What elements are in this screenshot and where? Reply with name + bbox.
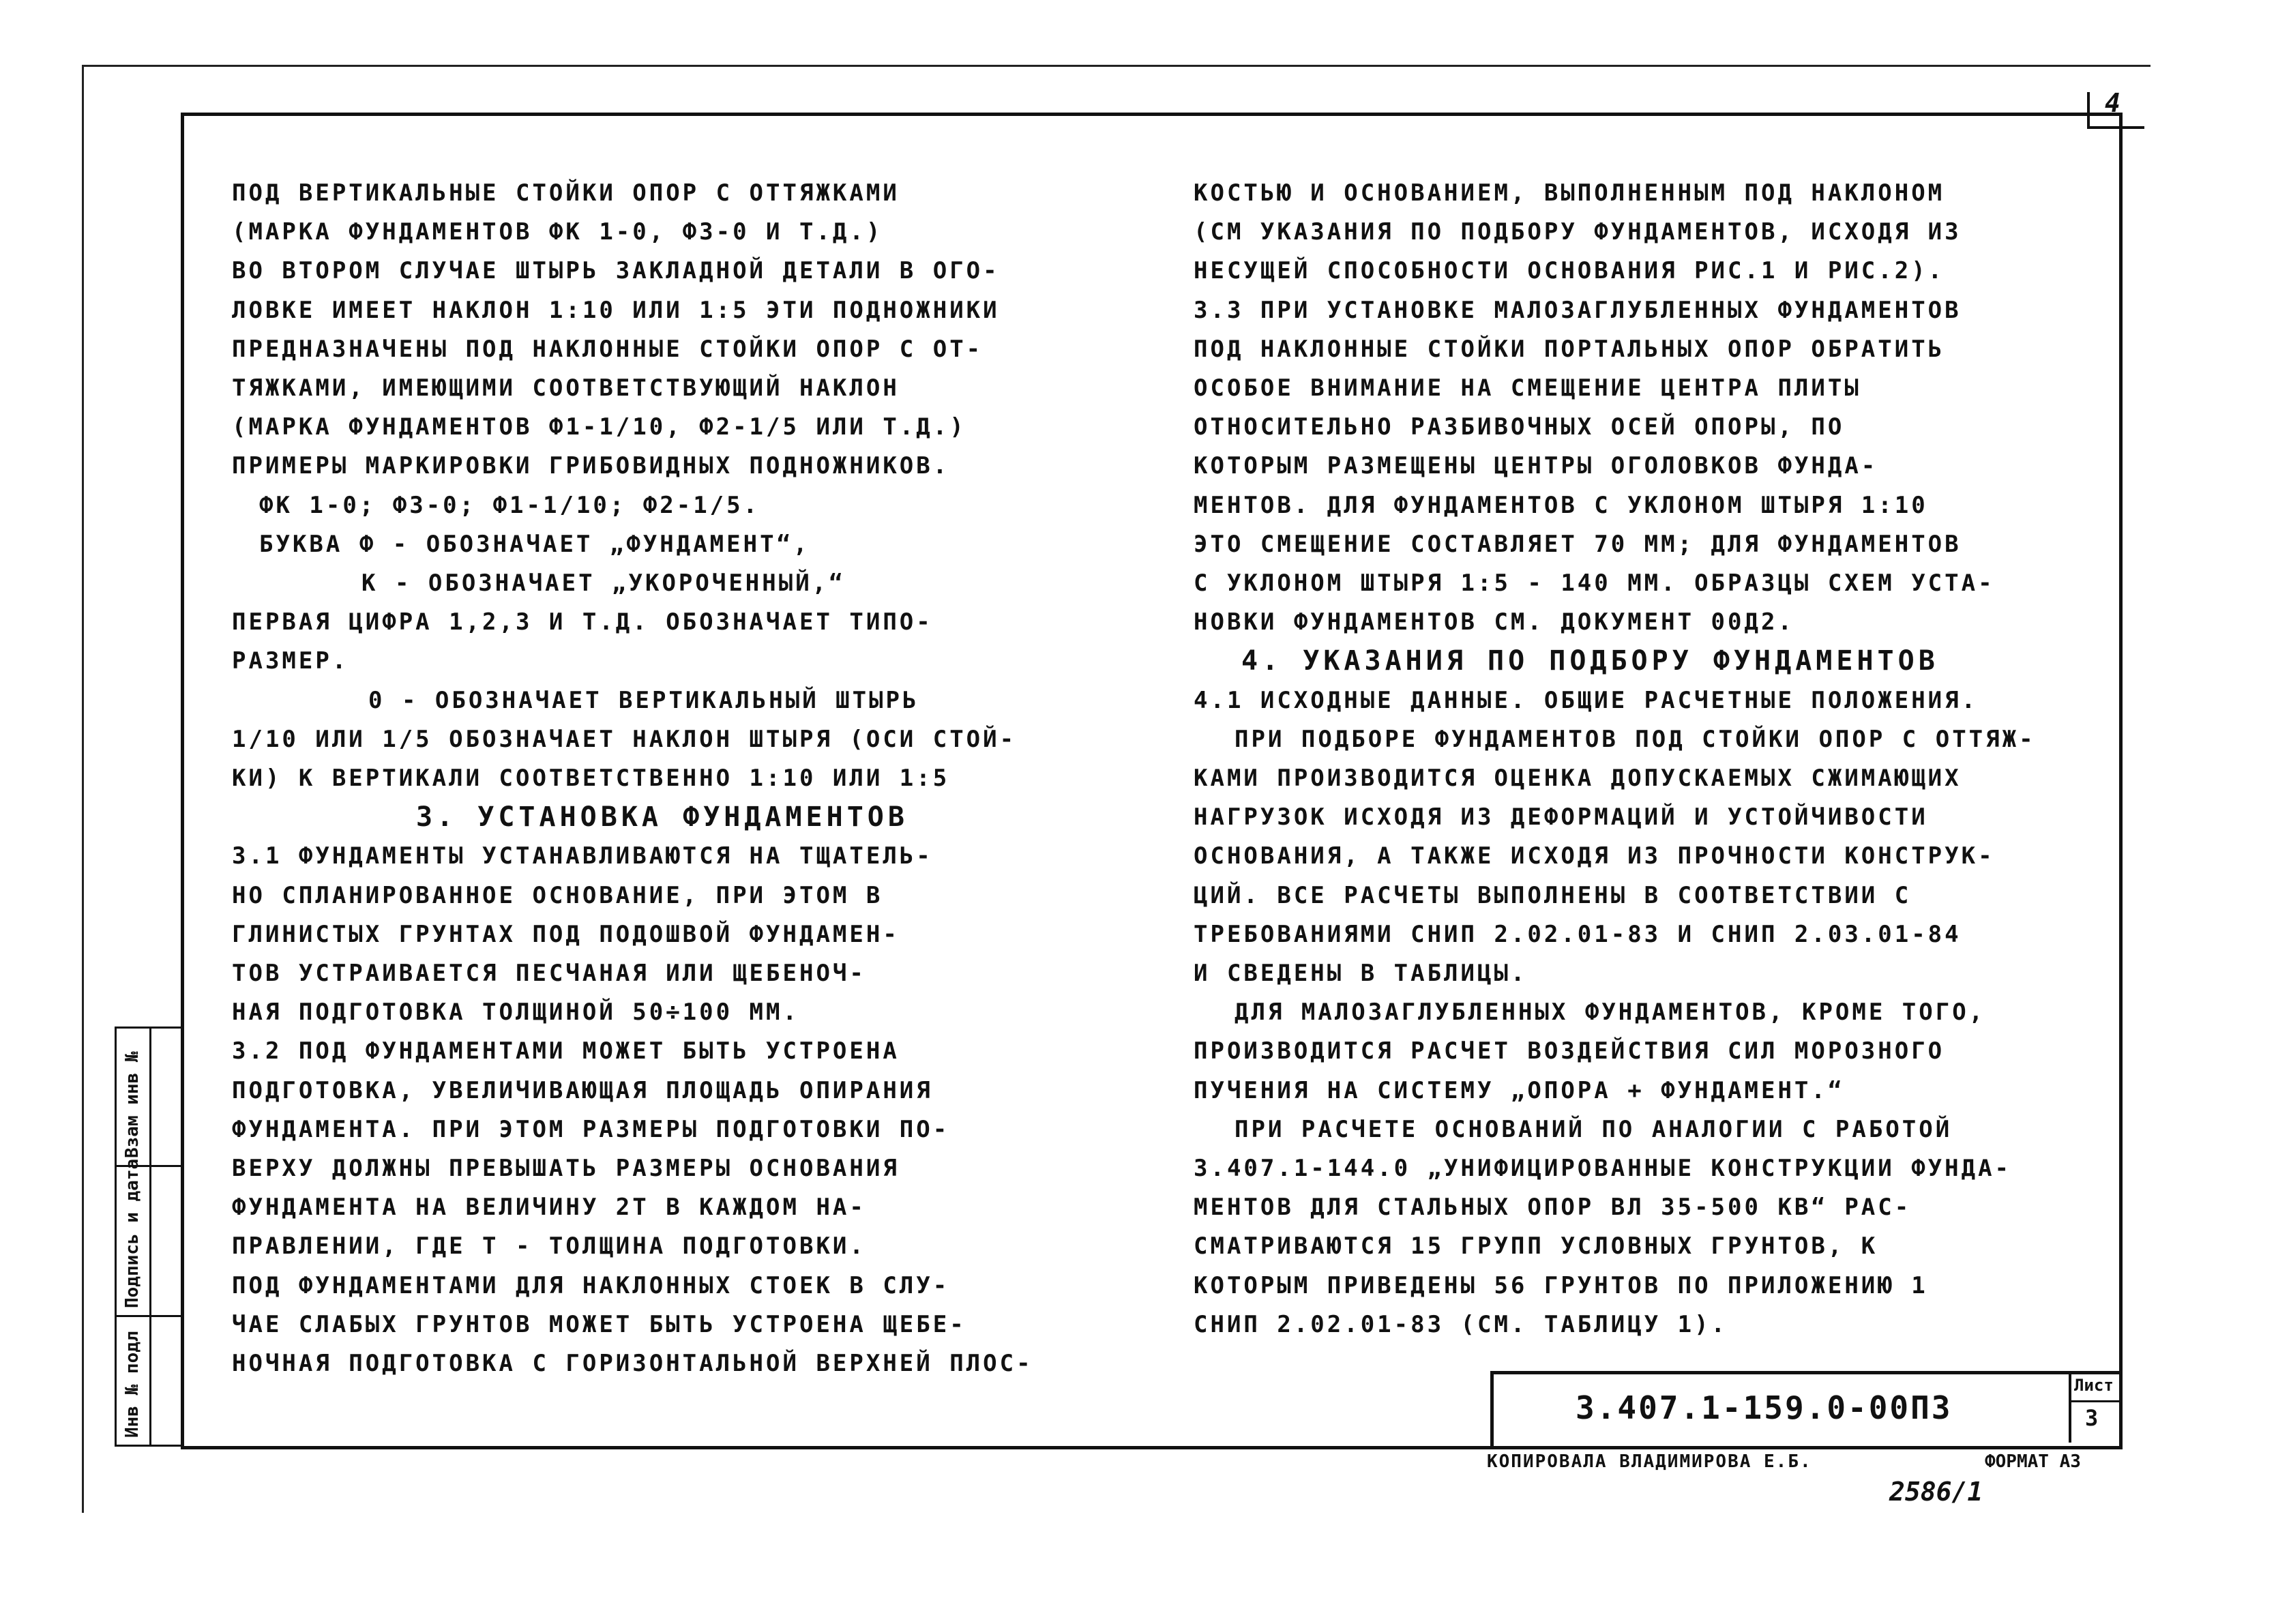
text-line: ПРЕДНАЗНАЧЕНЫ ПОД НАКЛОННЫЕ СТОЙКИ ОПОР С ОТ-	[232, 335, 984, 363]
text-line: (МАРКА ФУНДАМЕНТОВ Ф1-1/10, Ф2-1/5 ИЛИ Т.Д.)	[232, 413, 966, 441]
text-line: И СВЕДЕНЫ В ТАБЛИЦЫ.	[1194, 960, 1528, 988]
text-line: ЦИЙ. ВСЕ РАСЧЕТЫ ВЫПОЛНЕНЫ В СООТВЕТСТВИИ С	[1194, 881, 1912, 909]
copied-by: КОПИРОВАЛА ВЛАДИМИРОВА Е.Б.	[1487, 1451, 1812, 1472]
sheet-divider	[2071, 1400, 2119, 1402]
text-line: (СМ УКАЗАНИЯ ПО ПОДБОРУ ФУНДАМЕНТОВ, ИСХОДЯ ИЗ	[1194, 218, 1962, 246]
text-line: НОЧНАЯ ПОДГОТОВКА С ГОРИЗОНТАЛЬНОЙ ВЕРХНЕЙ ПЛОС-	[232, 1350, 1033, 1378]
text-line: СНИП 2.02.01-83 (СМ. ТАБЛИЦУ 1).	[1194, 1310, 1728, 1338]
text-line: 4.1 ИСХОДНЫЕ ДАННЫЕ. ОБЩИЕ РАСЧЕТНЫЕ ПОЛОЖЕНИЯ.	[1194, 686, 1979, 714]
text-line: ПОД ВЕРТИКАЛЬНЫЕ СТОЙКИ ОПОР С ОТТЯЖКАМИ	[232, 179, 900, 207]
text-line: ПУЧЕНИЯ НА СИСТЕМУ „ОПОРА + ФУНДАМЕНТ.“	[1194, 1076, 1845, 1104]
stamp-column-2	[149, 1029, 182, 1445]
text-line: 3.1 ФУНДАМЕНТЫ УСТАНАВЛИВАЮТСЯ НА ТЩАТЕЛЬ-	[232, 842, 933, 870]
document-code: 3.407.1-159.0-00ПЗ	[1576, 1389, 1953, 1426]
text-line: ПОД ФУНДАМЕНТАМИ ДЛЯ НАКЛОННЫХ СТОЕК В СЛУ-	[232, 1271, 950, 1299]
text-line: 1/10 ИЛИ 1/5 ОБОЗНАЧАЕТ НАКЛОН ШТЫРЯ (ОСИ СТОЙ-	[232, 725, 1017, 753]
text-line: СМАТРИВАЮТСЯ 15 ГРУПП УСЛОВНЫХ ГРУНТОВ, К	[1194, 1232, 1878, 1260]
text-line: КИ) К ВЕРТИКАЛИ СООТВЕТСТВЕННО 1:10 ИЛИ 1:5	[232, 765, 950, 793]
text-line: ПОДГОТОВКА, УВЕЛИЧИВАЮЩАЯ ПЛОЩАДЬ ОПИРАНИЯ	[232, 1076, 933, 1104]
text-line: НО СПЛАНИРОВАННОЕ ОСНОВАНИЕ, ПРИ ЭТОМ В	[232, 881, 883, 909]
text-line: 3.2 ПОД ФУНДАМЕНТАМИ МОЖЕТ БЫТЬ УСТРОЕНА	[232, 1037, 900, 1065]
text-line: МЕНТОВ ДЛЯ СТАЛЬНЫХ ОПОР ВЛ 35-500 КВ“ РАС-	[1194, 1194, 1912, 1222]
text-line: ДЛЯ МАЛОЗАГЛУБЛЕННЫХ ФУНДАМЕНТОВ, КРОМЕ ТОГО,	[1235, 999, 1986, 1027]
text-line: ПРОИЗВОДИТСЯ РАСЧЕТ ВОЗДЕЙСТВИЯ СИЛ МОРОЗНОГО	[1194, 1037, 1945, 1065]
text-line: К - ОБОЗНАЧАЕТ „УКОРОЧЕННЫЙ,“	[361, 570, 846, 597]
text-line: НАГРУЗОК ИСХОДЯ ИЗ ДЕФОРМАЦИЙ И УСТОЙЧИВОСТИ	[1194, 803, 1928, 831]
text-line: ОСОБОЕ ВНИМАНИЕ НА СМЕЩЕНИЕ ЦЕНТРА ПЛИТЫ	[1194, 374, 1861, 402]
text-line: 3.407.1-144.0 „УНИФИЦИРОВАННЫЕ КОНСТРУКЦИИ ФУНДА-	[1194, 1155, 2012, 1183]
stamp-inv-podl: Инв № подл	[122, 1331, 143, 1438]
text-line: КАМИ ПРОИЗВОДИТСЯ ОЦЕНКА ДОПУСКАЕМЫХ СЖИМАЮЩИХ	[1194, 765, 1962, 793]
text-line: ЧАЕ СЛАБЫХ ГРУНТОВ МОЖЕТ БЫТЬ УСТРОЕНА ЩЕБЕ-	[232, 1310, 966, 1338]
text-line: ТЯЖКАМИ, ИМЕЮЩИМИ СООТВЕТСТВУЮЩИЙ НАКЛОН	[232, 374, 900, 402]
stamp-divider	[117, 1315, 183, 1317]
right-text-column	[1194, 174, 2080, 1344]
stamp-podpis-data: Подпись и дата	[122, 1158, 143, 1308]
sheet-number: 3	[2085, 1405, 2099, 1431]
corner-number: 4	[2105, 88, 2120, 118]
text-line: ПРИ ПОДБОРЕ ФУНДАМЕНТОВ ПОД СТОЙКИ ОПОР С ОТТЯЖ-	[1235, 725, 2036, 753]
left-text-column	[232, 174, 1112, 1383]
text-line: ГЛИНИСТЫХ ГРУНТАХ ПОД ПОДОШВОЙ ФУНДАМЕН-	[232, 920, 900, 948]
text-line: ОТНОСИТЕЛЬНО РАЗБИВОЧНЫХ ОСЕЙ ОПОРЫ, ПО	[1194, 413, 1845, 441]
text-line: МЕНТОВ. ДЛЯ ФУНДАМЕНТОВ С УКЛОНОМ ШТЫРЯ 1:10	[1194, 491, 1928, 519]
text-line: С УКЛОНОМ ШТЫРЯ 1:5 - 140 ММ. ОБРАЗЦЫ СХЕМ УСТА-	[1194, 570, 1995, 597]
stamp-vzam-inv: Взам инв №	[122, 1051, 143, 1158]
text-line: КОСТЬЮ И ОСНОВАНИЕМ, ВЫПОЛНЕННЫМ ПОД НАКЛОНОМ	[1194, 179, 1945, 207]
text-line: 0 - ОБОЗНАЧАЕТ ВЕРТИКАЛЬНЫЙ ШТЫРЬ	[368, 686, 919, 714]
sheet-box	[2069, 1374, 2119, 1443]
text-line: БУКВА Ф - ОБОЗНАЧАЕТ „ФУНДАМЕНТ“,	[259, 530, 810, 558]
text-line: ВЕРХУ ДОЛЖНЫ ПРЕВЫШАТЬ РАЗМЕРЫ ОСНОВАНИЯ	[232, 1155, 900, 1183]
text-line: ОСНОВАНИЯ, А ТАКЖЕ ИСХОДЯ ИЗ ПРОЧНОСТИ КОНСТРУК-	[1194, 842, 1995, 870]
text-line: ФУНДАМЕНТА. ПРИ ЭТОМ РАЗМЕРЫ ПОДГОТОВКИ ПО-	[232, 1115, 950, 1143]
text-line: НЕСУЩЕЙ СПОСОБНОСТИ ОСНОВАНИЯ РИС.1 И РИС.2).	[1194, 257, 1945, 285]
text-line: ЭТО СМЕЩЕНИЕ СОСТАВЛЯЕТ 70 ММ; ДЛЯ ФУНДАМЕНТОВ	[1194, 530, 1962, 558]
title-block	[1490, 1371, 2119, 1446]
sheet-label: Лист	[2074, 1376, 2114, 1395]
text-line: КОТОРЫМ РАЗМЕЩЕНЫ ЦЕНТРЫ ОГОЛОВКОВ ФУНДА-	[1194, 452, 1878, 480]
text-line: ФК 1-0; Ф3-0; Ф1-1/10; Ф2-1/5.	[259, 491, 760, 519]
text-line: НОВКИ ФУНДАМЕНТОВ СМ. ДОКУМЕНТ 00Д2.	[1194, 608, 1794, 636]
text-line: НАЯ ПОДГОТОВКА ТОЛЩИНОЙ 50÷100 ММ.	[232, 999, 799, 1027]
text-line: ПРИМЕРЫ МАРКИРОВКИ ГРИБОВИДНЫХ ПОДНОЖНИКОВ.	[232, 452, 950, 480]
sheet-corner-number	[2087, 88, 2144, 129]
text-line: ПРАВЛЕНИИ, ГДЕ T - ТОЛЩИНА ПОДГОТОВКИ.	[232, 1232, 866, 1260]
text-line: 3.3 ПРИ УСТАНОВКЕ МАЛОЗАГЛУБЛЕННЫХ ФУНДАМЕНТОВ	[1194, 296, 1962, 324]
side-stamp	[115, 1027, 183, 1447]
text-line: ПРИ РАСЧЕТЕ ОСНОВАНИЙ ПО АНАЛОГИИ С РАБОТОЙ	[1235, 1115, 1953, 1143]
text-line: ПЕРВАЯ ЦИФРА 1,2,3 И Т.Д. ОБОЗНАЧАЕТ ТИПО-	[232, 608, 933, 636]
text-line: ВО ВТОРОМ СЛУЧАЕ ШТЫРЬ ЗАКЛАДНОЙ ДЕТАЛИ В ОГО-	[232, 257, 1000, 285]
text-line: ПОД НАКЛОННЫЕ СТОЙКИ ПОРТАЛЬНЫХ ОПОР ОБРАТИТЬ	[1194, 335, 1945, 363]
text-line: ТРЕБОВАНИЯМИ СНИП 2.02.01-83 И СНИП 2.03.01-84	[1194, 920, 1962, 948]
text-line: РАЗМЕР.	[232, 647, 349, 675]
text-line: КОТОРЫМ ПРИВЕДЕНЫ 56 ГРУНТОВ ПО ПРИЛОЖЕНИЮ 1	[1194, 1271, 1928, 1299]
text-line: (МАРКА ФУНДАМЕНТОВ ФК 1-0, Ф3-0 И Т.Д.)	[232, 218, 883, 246]
section-heading: 4. УКАЗАНИЯ ПО ПОДБОРУ ФУНДАМЕНТОВ	[1241, 645, 1939, 677]
paper-format: ФОРМАТ А3	[1985, 1451, 2081, 1472]
text-line: ТОВ УСТРАИВАЕТСЯ ПЕСЧАНАЯ ИЛИ ЩЕБЕНОЧ-	[232, 960, 866, 988]
text-line: ЛОВКЕ ИМЕЕТ НАКЛОН 1:10 ИЛИ 1:5 ЭТИ ПОДНОЖНИКИ	[232, 296, 1000, 324]
text-line: ФУНДАМЕНТА НА ВЕЛИЧИНУ 2T В КАЖДОМ НА-	[232, 1194, 866, 1222]
section-heading: 3. УСТАНОВКА ФУНДАМЕНТОВ	[416, 801, 908, 833]
handwritten-number: 2586/1	[1889, 1477, 1983, 1507]
